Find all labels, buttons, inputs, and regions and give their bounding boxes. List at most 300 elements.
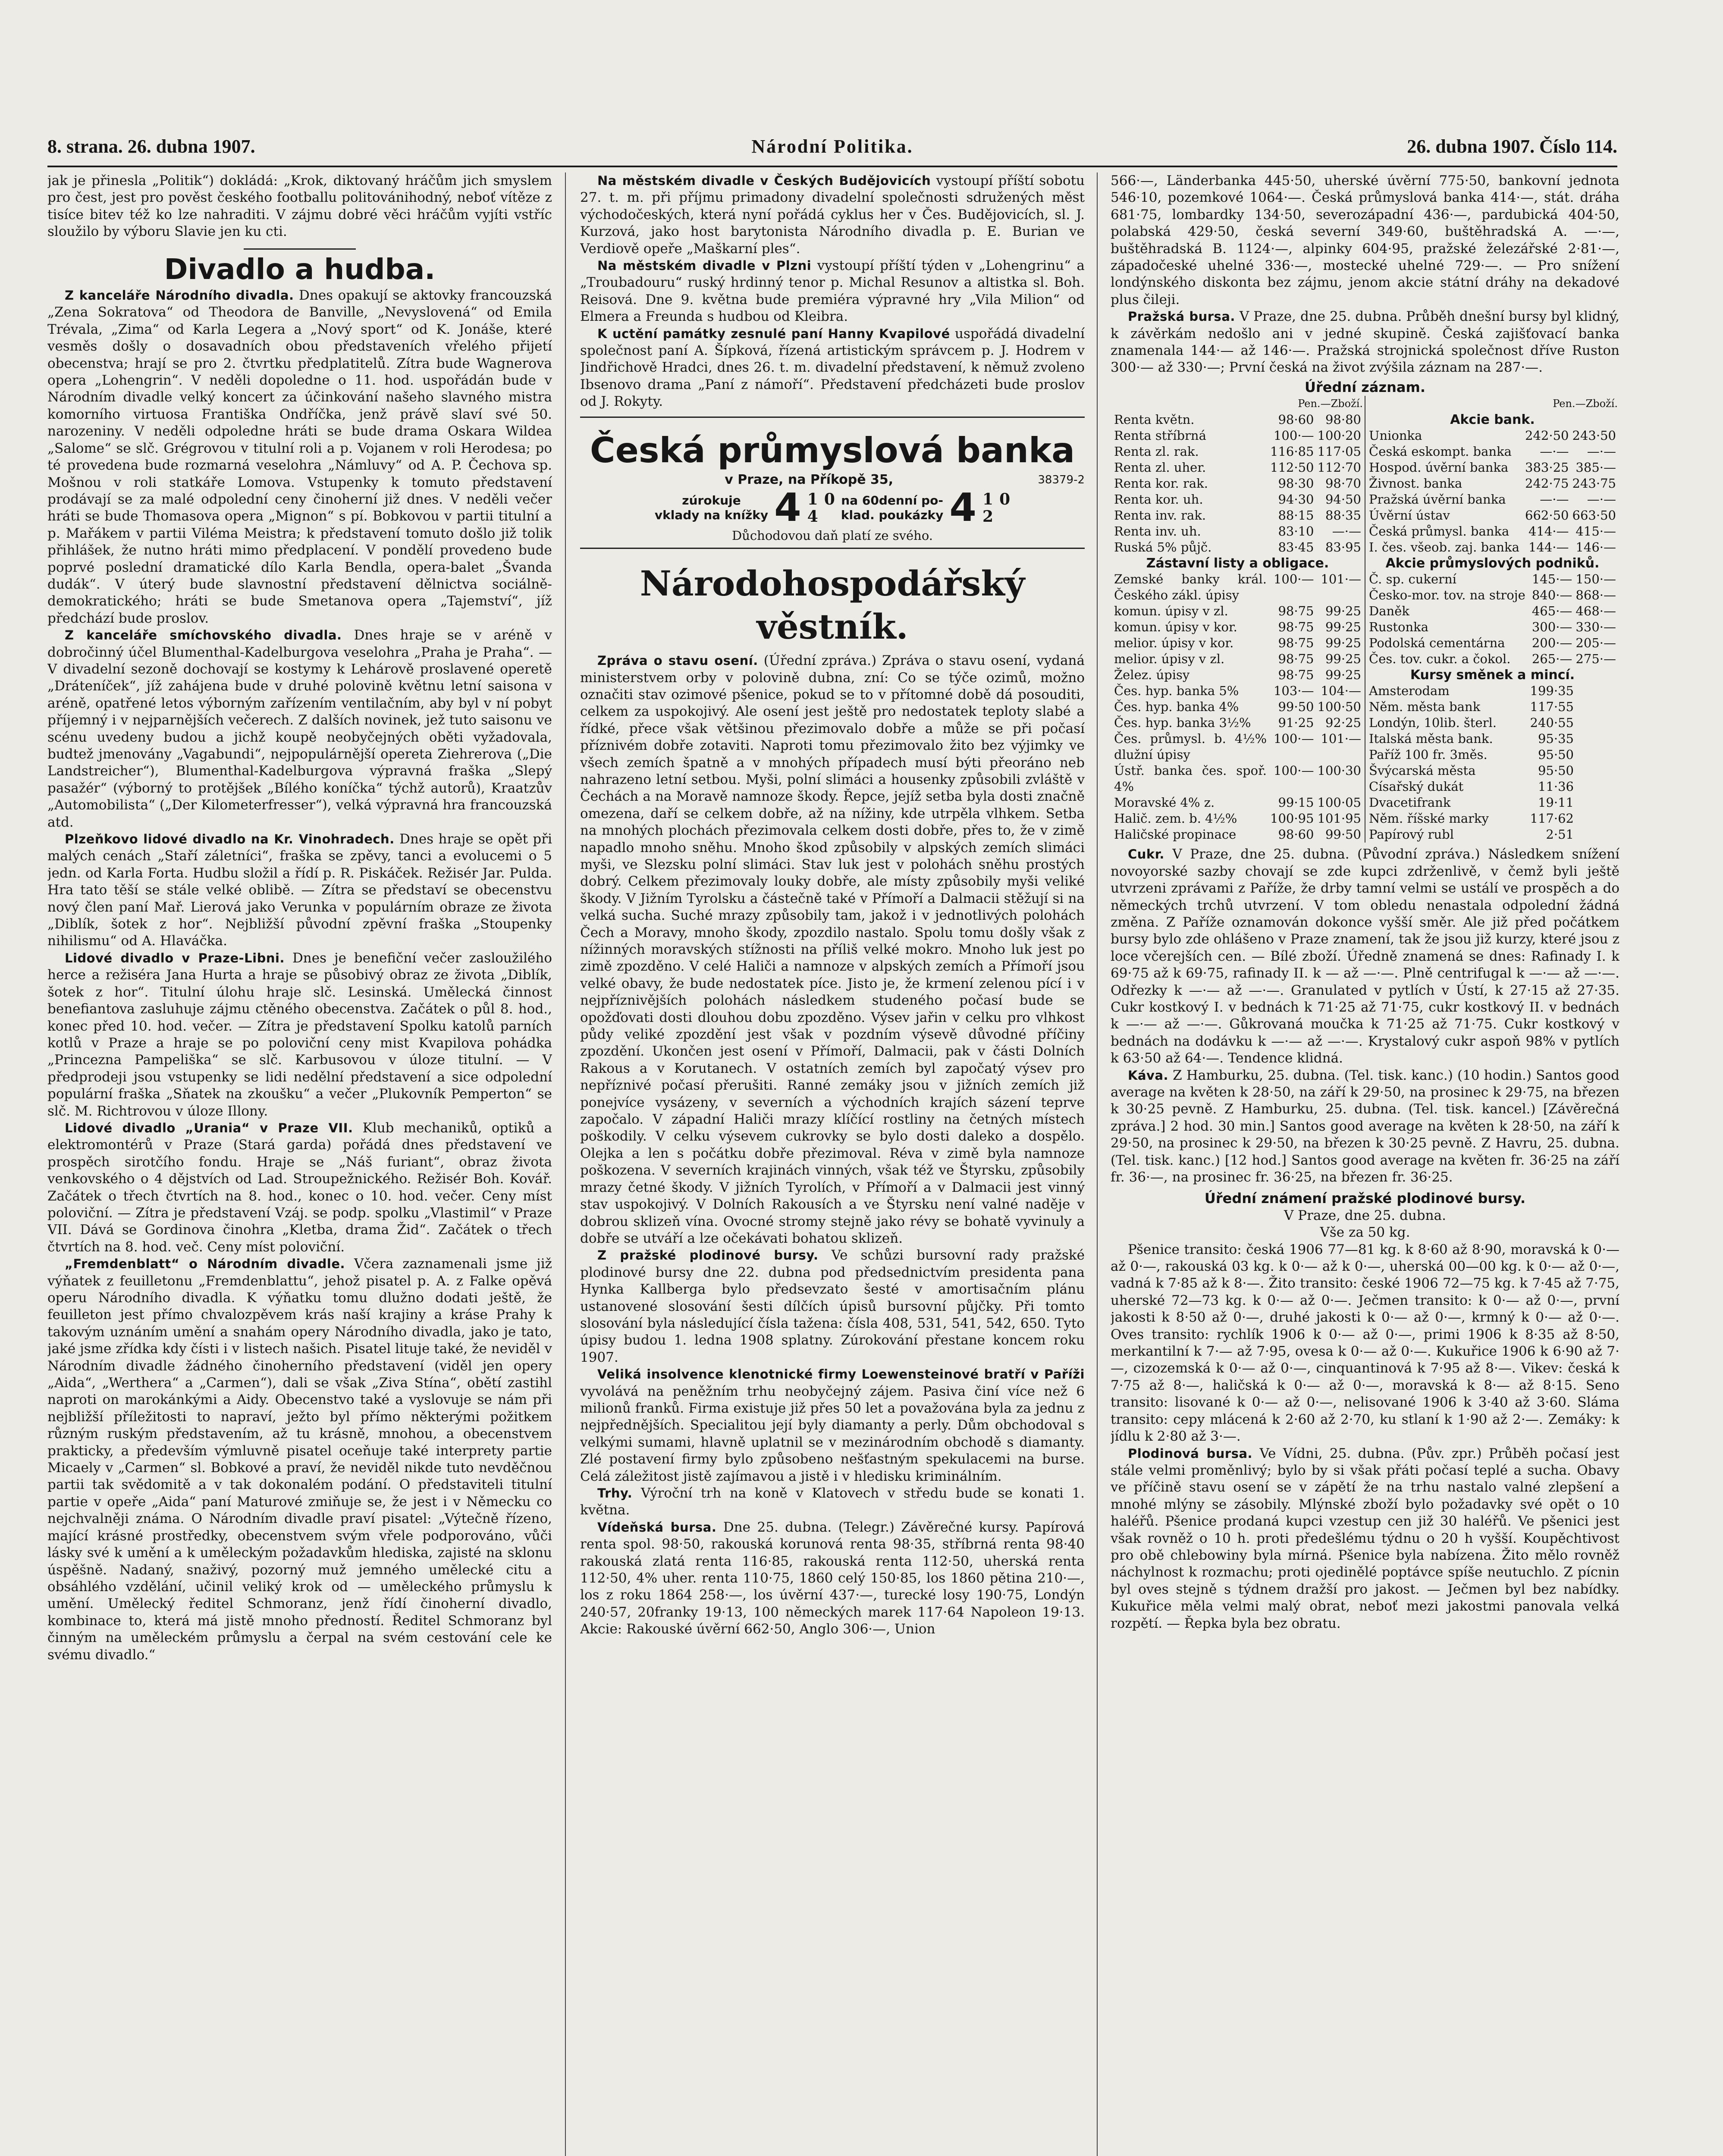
quote-label: Čes. hyp. banka 4%	[1114, 699, 1239, 714]
article-body: vystoupí příští sobotu 27. t. m. při příjmu primadony divadelní společnosti sdružených měst východočeských, která nyní pořádá cyklus her v Čes. Budějovicích, sl. J. Kurzová, jako host barytonista Národního divadla p. E. Burian ve Verdiově opeře „Maškarní ples“.	[580, 173, 1085, 257]
article-lead: Káva.	[1128, 1068, 1169, 1083]
quote-label: Živnost. banka	[1369, 476, 1463, 491]
quotes-right-column	[1365, 396, 1619, 843]
article-liben-theatre	[47, 950, 552, 1120]
quote-value: 101·—	[1321, 731, 1361, 746]
quote-value: 199·35	[1530, 683, 1574, 699]
quote-value: 840·—	[1532, 588, 1572, 603]
header-rule	[47, 166, 1617, 167]
article-kvapilova	[580, 326, 1085, 411]
quote-label: Čes. hyp. banka 3½%	[1114, 715, 1251, 730]
article-vienna-produce	[1111, 1445, 1619, 1632]
quote-label: Paříž 100 fr. 3měs.	[1369, 747, 1488, 762]
quote-label: Renta květn.	[1114, 412, 1195, 427]
bank-rate-left-fraction	[807, 491, 818, 525]
fraction-denominator: 2	[982, 507, 994, 526]
quote-row	[1112, 715, 1363, 731]
article-budejovice	[580, 172, 1085, 257]
article-body: Výroční trh na koně v Klatovech v středu bude se konati 1. května.	[580, 1485, 1085, 1518]
article-vienna-bourse	[580, 1519, 1085, 1638]
quote-row	[1367, 795, 1618, 811]
quote-label: Zemské banky král. Českého zákl. úpisy	[1114, 572, 1267, 603]
quote-label: Amsterodam	[1369, 683, 1450, 699]
quotes-left-table	[1112, 412, 1363, 555]
quote-row	[1367, 635, 1618, 651]
quote-label: Česko-mor. tov. na stroje	[1369, 588, 1525, 603]
quote-value	[1575, 811, 1618, 827]
section-rule	[244, 248, 356, 250]
article-lead: Plodinová bursa.	[1128, 1446, 1253, 1461]
quote-value: 200·—	[1532, 636, 1572, 651]
quote-value	[1575, 731, 1618, 747]
quote-row	[1367, 811, 1618, 827]
article-lead: Plzeňkovo lidové divadlo na Kr. Vinohradech.	[65, 832, 395, 847]
page-header	[47, 129, 1617, 164]
label-line: na 60denní po-	[841, 493, 943, 508]
quote-row	[1367, 476, 1618, 492]
quote-label: Želez. úpisy	[1114, 667, 1190, 683]
quote-value: —·—	[1540, 492, 1569, 507]
article-body: (Úřední zpráva.) Zpráva o stavu osení, vydaná ministerstvem orby v polovině dubna, zní: Co se týče ozimů, možno označiti stav ozimové pšenice, pokud se to v přítomné době dá posouditi, celkem za uspokojivý. Ale osení jest ještě pro nedostatek teploty slabé a řídké, přece však většinou přezimovalo dobře a může se při počasí příznivém dobře zotaviti. Naproti tomu přezimovalo žito bez výjimky ve všech zemích špatně a v mnohých případech musí býti přeoráno neb nahrazeno letní setbou. Myši, polní slimáci a housenky způsobili zvláště v Čechách a na Moravě namnoze škody. Řepce, jejíž setba byla dosti značně omezena, daří se celkem dobře, až na nížiny, kde utrpěla vlhkem. Setba na mnohých plochách přezimovala celkem dosti dobře, přes to, že v zimě napadlo mnoho sněhu. Mnoho škod způsobily v alpských zemích slimáci myši, ve Slezsku polní slimáci. Stav luk jest v polohách sněhu prostých dobrý. Celkem přezimovaly louky dobře, ale místy způsobily myši veliké škody. V Jižním Tyrolsku a částečně také v Přímoří a Dalmacii stěžují si na velká sucha. Suché mrazy způsobily tam, jakož i v jednotlivých polohách Čech a Moravy, mnoho škody, zpozdilo nastalo. Spolu tomu došly však z nížinných moravských stížnosti na příliš velké mokro. Mnoho luk jest po zimě zpozděno. V celé Haliči a namnoze v alpských zemích a Přímoří jsou velké obavy, že bude nedostatek píce. Jisto je, že krmení zelenou pící i v nejpříznivějších polohách následkem studeného počasí bude se opožďovati dosti dlouhou dobu zpozděno. Výsev jařin v celku pro vlhkost půdy veliké zpozdění jest však v pozdním výsevě důvodné příčiny zpozdění. Ukončen jest osení v Přímoří, Dalmacii, pak v části Dolních Rakous a v Korutanech. V ostatních zemích byl započatý výsev pro nepříznivé počasí přerušiti. Ranné zemáky jsou v jižních zemích již ponejvíce vysázeny, v severních a východních krajích sázení teprve započalo. V západní Haliči mrazy klíčící rostliny na četných místech poškodily. V celku výsevem cukrovky se bylo dosti daleko a dospělo. Olejka a len s počátku dobře přezimoval. Réva v zimě byla namnoze poškozena. V severních krajinách vinných, však též ve Štyrsku, způsobily mrazy četné škody. V jižních Tyrolích, v Přímoří a v Dalmacii jest vinný stav uspokojivý. V Dolních Rakousích a ve Štyrsku není valné naděje v dobrou sklizeň vína. Ovocné stromy stejně jako révy se bohatě vyvinuly a dobře se utváří a lze očekávati bohatou sklizeň.	[580, 653, 1085, 1246]
quote-row	[1112, 476, 1363, 492]
quote-row	[1367, 731, 1618, 747]
label-line: vklady na knížky	[654, 508, 769, 522]
quote-label: komun. úpisy v kor.	[1114, 620, 1237, 635]
quote-row	[1367, 492, 1618, 508]
bank-rate-label-left	[655, 493, 768, 523]
quote-row	[1367, 747, 1618, 763]
quote-value: 100·—	[1273, 731, 1314, 746]
quote-value: 117·55	[1530, 699, 1574, 714]
bank-tax-note: Důchodovou daň platí ze svého.	[731, 528, 933, 543]
quote-label: Unionka	[1369, 428, 1422, 443]
article-lead: „Fremdenblatt“ o Národním divadle.	[65, 1257, 345, 1272]
article-lead: Cukr.	[1128, 847, 1164, 862]
quote-row	[1367, 428, 1618, 444]
article-lead: Pražská bursa.	[1128, 309, 1235, 324]
bank-rate-label-mid	[841, 493, 943, 523]
quotes-right-table-3	[1367, 683, 1618, 843]
quote-row	[1112, 539, 1363, 555]
article-lead: Z pražské plodinové bursy.	[597, 1248, 819, 1263]
quote-label: Haličské propinace	[1114, 827, 1237, 842]
quote-value: 414·—	[1528, 524, 1569, 539]
bank-ad-address	[580, 471, 1085, 489]
article-urania-theatre	[47, 1120, 552, 1256]
article-body: V Praze, dne 25. dubna. Průběh dnešní bursy byl klidný, k závěrkám nedošlo ani v jedné skupině. Česká zajišťovací banka znamenala 144·— až 146·—. Pražská strojnická společnost dříve Ruston 300·— až 330·—; První česká na život zvýšila záznam na 287·—.	[1111, 309, 1619, 376]
quote-value: 99·15	[1278, 795, 1314, 810]
quote-value: 100·30	[1317, 763, 1361, 778]
quote-value: 415·—	[1575, 524, 1616, 539]
quote-value: 468·—	[1575, 604, 1616, 619]
quote-label: Renta inv. rak.	[1114, 508, 1206, 523]
column-1	[47, 172, 552, 2156]
quote-value: 663·50	[1572, 508, 1616, 523]
quote-row	[1367, 539, 1618, 555]
bank-rate-left-fraction-2	[824, 491, 835, 525]
quote-value: 99·25	[1325, 652, 1361, 667]
quote-label: Renta inv. uh.	[1114, 524, 1201, 539]
article-smichov-theatre	[47, 627, 552, 831]
quote-value: 465·—	[1532, 604, 1572, 619]
quote-row	[1367, 523, 1618, 539]
quote-label: Moravské 4% z.	[1114, 795, 1215, 810]
quote-row	[1367, 508, 1618, 523]
quotes-subhead-banks: Akcie bank.	[1450, 412, 1535, 428]
quote-value: 99·25	[1325, 604, 1361, 619]
quote-row	[1112, 763, 1363, 795]
quote-value: 98·70	[1325, 476, 1361, 491]
article-lead: Z kanceláře Národního divadla.	[65, 288, 294, 303]
quote-value: 243·75	[1572, 476, 1616, 491]
article-lead: Trhy.	[597, 1486, 633, 1501]
article-lead: Z kanceláře smíchovského divadla.	[65, 628, 342, 643]
quote-value: 100·—	[1273, 763, 1314, 778]
quote-value: 243·50	[1572, 428, 1616, 443]
bank-rate-right: 4	[949, 485, 976, 530]
article-body: Dnes je benefiční večer zasloužilého herce a režiséra Jana Hurta a hraje se působivý obraz ze života „Diblík, šotek z hor“. Titulní úlohu hraje slč. Lesinská. Umělecká činnost benefiantova zasluhuje zájmu ctěného obecenstva. Začátek o půl 8. hod., konec před 10. hod. večer. — Zítra je představení Spolku katolů parních kotlů v Praze a hraje se po poloviční ceny mist Kvapilova pohádka „Princezna Pampeliška“ se slč. Karbusovou v úloze titulní. — V předprodeji jsou vstupenky se lidi nedělní představení a sice odpolední populární fraška „Sňatek na zkoušku“ a večer „Plukovník Pemperton“ se slč. M. Richtrovou v úloze Illony.	[47, 950, 552, 1119]
quote-value: 104·—	[1321, 683, 1361, 699]
quote-row	[1112, 523, 1363, 539]
article-body: Dnes hraje se v aréně v dobročinný účel Blumenthal-Kadelburgova veselohra „Praha je Praha“. — V divadelní sezoně dochovají se kostymy k Lehárově proslavené operetě „Dráteníček“, jíž zahájena bude v druhé polovině květnu letní saisona v aréně, opatřené letos výborným zařízením ventilačním, aby byl v ní pobyt příjemný i v nejparnějších večerech. Z dalších novinek, jež tuto saisonu ve scénu uvedeny budou a jichž koupě neobyčejných oběti vyžadovala, budtež jmenovány „Vagabundi“, nejpopulárnější opereta Ziehrerova („Die Landstreicher“), Blumenthal-Kadelburgova výpravná fraška „Slepý pasažér“ (výborný to protějšek „Bílého koníčka“ týchž autorů), Kraatzův „Automobilista“ („Der Kilometerfresser“), velká výpravná hra francouzská atd.	[47, 627, 552, 830]
quote-row	[1367, 651, 1618, 667]
quote-value: 2·51	[1546, 827, 1574, 842]
article-body: Včera zaznamenali jsme již výňatek z feuilletonu „Fremdenblattu“, jehož pisatel p. A. z Falke opěvá operu Národního divadla. K výňatku tomu dlužno dodati ještě, že feuilleton jest přímo chvalozpěvem krás naší krajiny a kráse Prahy k takovým uznáním umění a snahám opery Národního divadla, jako je tato, jaké jsme zřídka kdy čísti i v listech našich. Pisatel lituje také, že neviděl v Národním divadle žádného činoherního představení (viděl jen opery „Aida“, „Werthera“ a „Carmen“), dali se však „Ziva Stína“, obětí zastihl naproti on marokánkými a Aidy. Obecenstvo také a vyslovuje se nám při nejbližší příležitosti to napraví, ježto byl přímo některými požitkem různým ruským představením, až tu krásně, mnohou, a obecenstvem prakticky, a především výmluvně pisatel oceňuje také interprety partie Micaely v „Carmen“ sl. Bobkové a praví, že neviděl nikde tuto nevděčnou partii tak svědomitě a v tak dokonalém podání. O představiteli titulní partie v opeře „Aida“ paní Maturové zmiňuje se, že jest i v Německu co nejchvalněji známa. O Národním divadle praví pisatel: „Výtečně řízeno, mající krásné prostředky, obecenstvem svým vřele podporováno, vůči lásky své k umění a k uměleckým požadavkům hlediska, zajisté na sklonu úspěšně. Nadaný, snaživý, pozorný muž jemného umělecké citu a obsáhlého vzdělání, učinil veliký krok od — uměleckého průmyslu k umění. Umělecký ředitel Schmoranz, jenž řídí činoherní divadlo, kombinace to, která má jistě mnoho předností. Ředitel Schmoranz byl činným na uměleckém průmyslu a čerpal na svém cestování cele ke svému divadlo.“	[47, 1256, 552, 1663]
quote-value	[1575, 683, 1618, 699]
quote-row	[1112, 683, 1363, 699]
article-lead: Veliká insolvence klenotnické firmy Loewensteinové bratří v Paříži	[597, 1367, 1085, 1382]
column-divider-1	[565, 172, 566, 2156]
article-body: Klub mechaniků, optiků a elektromontérů v Praze (Stará garda) pořádá dnes představení ve prospěch sirotčího fondu. Hraje se „Náš furiant“, obraz života venkovského o 4 dějstvích od Lad. Stroupežnického. Režisér Boh. Kovář. Začátek o třech čtvrtích na 8. hod., konec o 10. hod. večer. Ceny míst poloviční. — Zítra je představení Vzáj. se podp. spolku „Vlastimil“ v Praze VII. Dává se Gordinova činohra „Kletba, drama Žid“. Začátek o třech čtvrtích na 8. hod. več. Ceny míst poloviční.	[47, 1120, 552, 1255]
quote-label: Renta stříbrná	[1114, 428, 1206, 443]
article-vinohrady-theatre	[47, 831, 552, 950]
quote-label: Něm. města bank	[1369, 699, 1481, 714]
label-line: klad. poukázky	[841, 508, 944, 522]
quote-value: 300·—	[1532, 620, 1572, 635]
quote-value: 83·10	[1278, 524, 1314, 539]
section-heading-economy: Národohospodářský věstník.	[640, 563, 1025, 647]
quote-value: 117·05	[1317, 444, 1361, 459]
quotes-right-table	[1367, 428, 1618, 555]
quote-value: 116·85	[1270, 444, 1314, 459]
quote-value: 100·95	[1270, 811, 1314, 826]
quote-value: 385·—	[1575, 460, 1616, 475]
article-fremdenblatt	[47, 1256, 552, 1664]
quote-value: 88·35	[1325, 508, 1361, 523]
quote-value: —·—	[1540, 444, 1569, 459]
quote-label: Č. sp. cukerní	[1369, 572, 1456, 587]
quote-label: komun. úpisy v zl.	[1114, 604, 1228, 619]
quote-value: 95·35	[1538, 731, 1574, 746]
fraction-zero: 0	[824, 490, 835, 508]
quote-value	[1575, 715, 1618, 731]
quote-value: —·—	[1332, 524, 1361, 539]
quote-label: Česká průmysl. banka	[1369, 524, 1510, 539]
quote-value: 11·36	[1538, 779, 1574, 794]
article-body: Dne 25. dubna. (Telegr.) Závěrečné kursy. Papírová renta spol. 98·50, rakouská korunová renta 98·35, stříbrná renta 98·40 rakouská zlatá renta 116·85, rakouská renta 112·50, uherská renta 112·50, 4% uher. renta 110·75, 1860 celý 150·85, los 1860 pětina 210·—, los z roku 1864 258·—, los úvěrní 437·—, turecké losy 190·75, Londýn 240·57, 20franky 19·13, 100 německých marek 117·64 Napoleon 19·13. Akcie: Rakouské úvěrní 662·50, Anglo 306·—, Union	[580, 1519, 1085, 1637]
quotes-subhead-exchange: Kursy směnek a mincí.	[1410, 667, 1575, 683]
quotes-right-table-2	[1367, 571, 1618, 667]
bank-code: 38379-2	[1038, 473, 1085, 486]
quote-value: —·—	[1587, 444, 1616, 459]
quote-row	[1112, 795, 1363, 811]
quote-value: 275·—	[1575, 652, 1616, 667]
quote-value: 265·—	[1532, 652, 1572, 667]
fraction-numerator: 1	[807, 490, 818, 508]
quote-value: 112·70	[1317, 460, 1361, 475]
article-lead: Zpráva o stavu osení.	[597, 653, 758, 668]
article-produce-prices: Pšenice transito: česká 1906 77—81 kg. k 8·60 až 8·90, moravská k 0·— až 0·—, rakouská 03 kg. k 0·— až k 0·—, uherská 00—00 kg. k 0·— až 0·—, vadná k 7·85 až k 8·—. Žito transito: české 1906 72—75 kg. k 7·45 až 7·75, uherské 72—73 kg. k 0·— až 0·—. Ječmen transito: k 0·— až 0·—, první jakosti k 8·50 až 0·—, druhé jakosti k 0·— až 0·—, krmný k 0·— až 0·—. Oves transito: rychlík 1906 k 0·— až 0·—, primi 1906 k 8·35 až 8·50, merkantilní k 7·— až 7·95, ovesa k 0·— až 0·—. Kukuřice 1906 k 6·90 až 7·—, cizozemská k 0·— až 0·—, cinquantinová k 7·95 až 8·—. Vikev: česká k 7·75 až 8·—, haličská k 0·— až 0·—, moravská k 8·— až 8·15. Seno transito: lisované k 0·— až 0·—, nelisované 1906 k 3·40 až 3·60. Sláma transito: cepy mlácená k 2·60 až 2·70, ku stlaní k 1·90 až 2·—. Zemáky: k jídlu k 2·80 až 3·—.	[1111, 1241, 1619, 1445]
produce-unit: Vše za 50 kg.	[1320, 1225, 1410, 1241]
quote-label: Londýn, 10lib. šterl.	[1369, 715, 1497, 730]
quote-value: 98·75	[1278, 652, 1314, 667]
column-divider-2	[1097, 172, 1098, 2156]
quote-label: Daněk	[1369, 604, 1409, 619]
quote-value: 88·15	[1278, 508, 1314, 523]
article-prague-bourse	[1111, 308, 1619, 376]
label-line: zúrokuje	[682, 493, 741, 508]
quote-label: Hospod. úvěrní banka	[1369, 460, 1509, 475]
quote-value: 98·75	[1278, 620, 1314, 635]
quote-value: 91·25	[1278, 715, 1314, 730]
quote-label: Renta zl. rak.	[1114, 444, 1199, 459]
quote-row	[1367, 699, 1618, 715]
bank-rate-right-fraction-2	[999, 491, 1010, 525]
quote-row	[1112, 635, 1363, 651]
quote-value: 103·—	[1273, 683, 1314, 699]
quote-label: melior. úpisy v zl.	[1114, 652, 1225, 667]
article-body: Ve schůzi bursovní rady pražské plodinové bursy dne 22. dubna pod předsednictvím presidenta pana Hynka Kallberga bylo předsevzato šesté v amortisačním plánu ustanovené slosování šesti dílčích úpisů bursovní půjčky. Při tomto slosování byla následující čísla tažena: čísla 408, 531, 541, 542, 650. Tyto úpisy budou 1. ledna 1908 splatny. Zúrokování přestane koncem roku 1907.	[580, 1247, 1085, 1365]
quote-value: 99·50	[1278, 699, 1314, 714]
quote-value: 98·75	[1278, 667, 1314, 683]
article-crop-report	[580, 652, 1085, 1247]
quote-row	[1367, 571, 1618, 587]
quote-row	[1367, 619, 1618, 635]
quote-label: Papírový rubl	[1369, 827, 1454, 842]
quote-value: 100·05	[1317, 795, 1361, 810]
quote-value: 98·60	[1278, 412, 1314, 427]
quote-row	[1367, 683, 1618, 699]
article-plzen	[580, 257, 1085, 326]
quote-value: 100·—	[1273, 572, 1314, 587]
quote-row	[1367, 763, 1618, 779]
quote-value: 98·75	[1278, 636, 1314, 651]
bank-rate-right-fraction	[982, 491, 993, 525]
quote-value	[1575, 699, 1618, 715]
article-body: vyvolává na peněžním trhu neobyčejný zájem. Pasiva činí více než 6 milionů franků. Firma existuje již přes 50 let a považována byla za jednu z nejpřednějších. Specialitou její byly diamanty a perly. Dům obchodoval s velkými sumami, hlavně uplatnil se v mezinárodním obchodě s diamanty. Zlé postavení firmy bylo způsobeno nešťastným spekulacemi na burse. Celá záležitost jistě zajímavou a jistě i v hledisku kriminálním.	[580, 1383, 1085, 1484]
quote-label: Rustonka	[1369, 620, 1429, 635]
quote-row	[1112, 827, 1363, 843]
quote-value: 92·25	[1325, 715, 1361, 730]
quotes-table-title: Úřední záznam.	[1305, 379, 1425, 395]
quote-value: 99·50	[1325, 827, 1361, 842]
article-insolvency	[580, 1366, 1085, 1485]
column-2	[580, 172, 1085, 2156]
quote-value: 98·75	[1278, 604, 1314, 619]
quote-label: Renta zl. uher.	[1114, 460, 1206, 475]
quote-label: Podolská cementárna	[1369, 636, 1505, 651]
quote-row	[1112, 428, 1363, 444]
quote-row	[1367, 827, 1618, 843]
quote-value: 94·50	[1325, 492, 1361, 507]
quote-label: melior. úpisy v kor.	[1114, 636, 1234, 651]
quote-value: 117·62	[1530, 811, 1574, 826]
article-lead: K uctění památky zesnulé paní Hanny Kvapilové	[597, 326, 950, 341]
quote-label: I. čes. všeob. zaj. banka	[1369, 540, 1519, 555]
article-body: Dnes opakují se aktovky francouzská „Zena Sokratova“ od Theodora de Banville, „Nevyslovená“ od Emila Trévala, „Zima“ od Karla Legera a „Nový sport“ od K. Jonáše, které vesměs došly o dosavadních obou představeních vřelého přijetí obecenstva; hrají se pro 2. čtvrtku předplatitelů. Zítra bude Wagnerova opera „Lohengrin“. V neděli dopoledne o 11. hod. uspořádán bude v Národním divadle velký koncert za účinkování našeho slavného mistra komorního virtuosa Františka Ondříčka, jenž právě slaví své 50. narozeniny. V neděli odpoledne hráti se bude drama Oskara Wildea „Salome“ se slč. Grégrovou v titulní roli a p. Vojanem v roli Herodesa; po té provedena bude rozmarná veselohra „Námluvy“ od A. P. Čechova sp. Mošnou v roli statkáře Lomova. Vstupenky k tomuto představení prodávají se za malé odpolední ceny činoherní již dnes. V neděli večer hráti se bude Thomasova opera „Mignon“ s pí. Bobkovou v partii titulní a p. Mařákem v partii Viléma Meistra; k představení tomuto došlo již tolik přihlášek, že nutno hráti mimo předplacení. V pondělí provedeno bude poprvé poslední dramatické dílo Karla Bendla, opera-balet „Švanda dudák“. V úterý bude slavnostní představení dělnictva sociálně-demokratického; hráti se bude Smetanova opera „Tajemství“, jíž předchází bude proslov.	[47, 288, 552, 626]
quotes-subhead-obligations: Zástavní listy a obligace.	[1146, 556, 1329, 571]
quote-value: 95·50	[1538, 763, 1574, 778]
quotes-left-table-2	[1112, 571, 1363, 843]
quote-value: 383·25	[1525, 460, 1569, 475]
quote-row	[1367, 779, 1618, 795]
fraction-zero: 0	[999, 490, 1011, 508]
quote-label: Úvěrní ústav	[1369, 508, 1450, 523]
quote-row	[1112, 571, 1363, 603]
article-body: uspořádá divadelní společnost paní A. Šípková, řízená artistickým správcem p. J. Hodrem v Jindřichově Hradci, dnes 26. t. m. divadelní představení, k němuž zvoleno Ibsenovo drama „Paní z námoří“. Představení předcházeti bude proslov od J. Rokyty.	[580, 326, 1085, 410]
quote-value	[1575, 827, 1618, 843]
article-coffee	[1111, 1067, 1619, 1186]
produce-quotes-title: Úřední známení pražské plodinové bursy.	[1204, 1190, 1526, 1207]
quote-label: Švýcarská města	[1369, 763, 1476, 778]
quote-value: 99·25	[1325, 620, 1361, 635]
quote-row	[1112, 412, 1363, 428]
quote-row	[1112, 811, 1363, 827]
quote-value: 101·95	[1317, 811, 1361, 826]
quote-value: 83·95	[1325, 540, 1361, 555]
quote-value: 662·50	[1525, 508, 1569, 523]
quote-value: 242·50	[1525, 428, 1569, 443]
column3-intro: 566·—, Länderbanka 445·50, uherské úvěrní 775·50, bankovní jednota 546·10, pozemkové 1064·—. Česká průmyslová banka 414·—, stát. dráha 681·75, lombardky 134·50, severozápadní 436·—, pardubická 404·50, polabská 429·50, česká severní 349·60, buštěhradská A. —·—, buštěhradská B. 1124·—, alpinky 604·95, pražské železářské 2·81·—, západočeské uhelné 336·—, mostecké uhelné 729·—. — Pro snížení londýnského diskonta bez zájmu, jenom akcie státní dráhy na dekadové plus čileji.	[1111, 173, 1619, 307]
quote-label: Pražská úvěrní banka	[1369, 492, 1506, 507]
quote-row	[1367, 603, 1618, 619]
quote-row	[1112, 492, 1363, 508]
quote-value: 94·30	[1278, 492, 1314, 507]
quote-value: 205·—	[1575, 636, 1616, 651]
bank-advertisement	[580, 417, 1085, 549]
quote-row	[1112, 667, 1363, 683]
quote-label: Halič. zem. b. 4½%	[1114, 811, 1237, 826]
quote-label: Čes. průmysl. b. 4½% dlužní úpisy	[1114, 731, 1267, 762]
article-sugar	[1111, 846, 1619, 1067]
quote-value	[1575, 747, 1618, 763]
quote-value: 100·50	[1317, 699, 1361, 714]
quote-label: Česká eskompt. banka	[1369, 444, 1512, 459]
article-markets	[580, 1485, 1085, 1519]
quote-row	[1367, 444, 1618, 460]
article-body: Z Hamburku, 25. dubna. (Tel. tisk. kanc.) (10 hodin.) Santos good average na květen k 28·50, na září k 29·50, na prosinec k 29·75, na březen k 30·25 pevně. Z Hamburku, 25. dubna. (Tel. tisk. kancel.) [Závěrečná zpráva.] 2 hod. 30 min.] Santos good average na květen k 28·50, na září k 29·50, na prosinec k 29·50, na březen k 30·25 pevně. Z Havru, 25. dubna. (Tel. tisk. kanc.) [12 hod.] Santos good average na květen fr. 36·25 na září fr. 36·—, na prosinec fr. 36·25, na březen fr. 36·25.	[1111, 1067, 1619, 1185]
article-body: V Praze, dne 25. dubna. (Původní zpráva.) Následkem snížení novoyorské sazby chovají se zde kupci zdrženlivě, v čemž byli ještě utvrzeni zprávami z Paříže, že drby tamní velmi se ustálí ve prospěch a do německých trchů utvrzení. V tom obledu nenastala odpolední žádná změna. Z Paříže oznamován dokonce vyšší směr. Ale již před počátkem bursy bylo zde ohlášeno v Praze znamení, tak že jsou již kurzy, které jsou z loce včerejších cen. — Bílé zboží. Úředně znamená se dnes: Rafinady I. k 69·75 až k 69·75, rafinady II. k — až —·—. Plně centrifugal k —·— až —·—. Odřezky k —·— až —·—. Granulated v pytlích v Ústí, k 27·15 až 27·35. Cukr kostkový I. v bednách k 71·25 až 71·75, cukr kostkový II. v bednách k —·— až —·—. Gůkrovaná moučka k 71·25 až 71·75. Cukr kostkový v bednách na dodávku k —·— až —·—. Krystalový cukr aspoň 98% v pytlích k 63·50 až 64·—. Tendence klidná.	[1111, 846, 1619, 1066]
quote-row	[1112, 508, 1363, 523]
article-body: Dnes hraje se opět při malých cenách „Staří záletníci“, fraška se zpěvy, tanci a evolucemi o 5 jedn. od Karla Forta. Hudbu složil a řídí p. R. Piskáček. Režisér Jar. Pulda. Hra tato těší se stále velké oblibě. — Zítra se představí se obecenstvu nový člen paní Mař. Lierová jako Verunka v populárním obraze ze života „Diblík, šotek z hor“. Nejbližší původní zpěvní fraška „Stoupenky nihilismu“ od A. Hlaváčka.	[47, 831, 552, 949]
header-issue: 26. dubna 1907. Číslo 114.	[1407, 136, 1617, 157]
section-heading-theatre: Divadlo a hudba.	[164, 252, 436, 286]
quote-row	[1112, 603, 1363, 619]
quotes-table	[1111, 396, 1619, 843]
header-page-date: 8. strana. 26. dubna 1907.	[47, 136, 255, 157]
fraction-denominator: 4	[807, 507, 818, 526]
header-title: Národní Politika.	[751, 136, 913, 157]
bank-address: v Praze, na Příkopě 35,	[725, 472, 894, 487]
produce-dateline: V Praze, dne 25. dubna.	[1284, 1207, 1446, 1223]
quote-label: Dvacetifrank	[1369, 795, 1451, 810]
article-lead: Vídeňská bursa.	[597, 1520, 717, 1535]
bank-rate-left: 4	[774, 485, 801, 530]
quotes-col-header: Pen.—Zboží.	[1298, 398, 1363, 410]
quote-value: —·—	[1587, 492, 1616, 507]
quote-value: 240·55	[1530, 715, 1574, 730]
quote-value: 112·50	[1270, 460, 1314, 475]
quote-value: 100·20	[1317, 428, 1361, 443]
quote-value: 146·—	[1575, 540, 1616, 555]
quotes-col-header-right: Pen.—Zboží.	[1553, 398, 1618, 410]
quote-value: 98·30	[1278, 476, 1314, 491]
quote-value: 100·—	[1273, 428, 1314, 443]
quote-label: Čes. hyp. banka 5%	[1114, 683, 1239, 699]
article-body: vystoupí příští týden v „Lohengrinu“ a „Troubadouru“ ruský hrdinný tenor p. Michal Resunov a altistka sl. Boh. Reisová. Dne 9. května bude premiéra výpravné hry „Vila Milion“ od Elmera a Freunda s hudbou od Kleibra.	[580, 258, 1085, 325]
quote-row	[1367, 715, 1618, 731]
quote-row	[1112, 699, 1363, 715]
quote-value: 95·50	[1538, 747, 1574, 762]
quote-label: Ústř. banka čes. spoř. 4%	[1114, 763, 1267, 794]
quote-label: Čes. tov. cukr. a čokol.	[1369, 652, 1511, 667]
quote-value	[1575, 795, 1618, 811]
article-lead: Na městském divadle v Plzni	[597, 258, 812, 273]
quote-value: 83·45	[1278, 540, 1314, 555]
quotes-left-column	[1111, 396, 1365, 843]
bank-ad-title: Česká průmyslová banka	[590, 430, 1075, 470]
quote-row	[1112, 651, 1363, 667]
quote-row	[1112, 731, 1363, 763]
article-lead: Lidové divadlo v Praze-Libni.	[65, 950, 285, 965]
quote-value	[1575, 763, 1618, 779]
quote-value: 330·—	[1575, 620, 1616, 635]
quote-value: 19·11	[1538, 795, 1574, 810]
quote-value: 98·60	[1278, 827, 1314, 842]
quote-label: Renta kor. uh.	[1114, 492, 1203, 507]
quote-value: 98·80	[1325, 412, 1361, 427]
quote-value: 150·—	[1575, 572, 1616, 587]
quotes-subhead-industry: Akcie průmyslových podniků.	[1385, 556, 1600, 571]
fraction-numerator: 1	[982, 490, 994, 508]
quote-value	[1575, 779, 1618, 795]
article-lead: Na městském divadle v Českých Budějovicích	[597, 173, 931, 188]
quote-row	[1112, 444, 1363, 460]
quote-value: 242·75	[1525, 476, 1569, 491]
quote-value: 144·—	[1528, 540, 1569, 555]
quote-label: Něm. říšské marky	[1369, 811, 1489, 826]
article-body: Ve Vídni, 25. dubna. (Pův. zpr.) Průběh počasí jest stále velmi proměnlivý; bylo by si však přáti počasí teplé a sucha. Obavy ve příčině stavu osení se v zápětí že na trhu nastalo valné zlepšení a mnohé mlýny se zásobily. Mlýnské zboží bylo požadavky své opět o 10 haléřů. Pšenice prodaná kupci vzestup cen již 30 haléřů. Ve pšenici jest však rovněž o 10 h. proti předešlému týdnu o 20 h vyšší. Koupěchtivost pro obě chlebowiny byla mírná. Pšenice byla nabízena. Žito mělo rovněž náchylnost k rozmachu; proti ojedinělé poptávce spíše neutuchlo. Z pícnin byl oves stejně s týdnem dražší pro jakost. — Ječmen byl bez nabídky. Kukuřice měla velmi malý obrat, neboť mezi jakostmi panovala velká rozpětí. — Řepka byla bez obratu.	[1111, 1445, 1619, 1631]
quote-value: 99·25	[1325, 636, 1361, 651]
article-lead: Lidové divadlo „Urania“ v Praze VII.	[65, 1120, 353, 1135]
quote-value: 145·—	[1532, 572, 1572, 587]
quote-label: Italská města bank.	[1369, 731, 1493, 746]
quote-row	[1112, 619, 1363, 635]
quote-value: 101·—	[1321, 572, 1361, 587]
quote-value: 99·25	[1325, 667, 1361, 683]
quote-value: 868·—	[1575, 588, 1616, 603]
quote-row	[1112, 460, 1363, 476]
article-produce-exchange	[580, 1247, 1085, 1366]
bank-rates	[580, 485, 1085, 530]
quote-row	[1367, 587, 1618, 603]
column-3	[1111, 172, 1619, 2156]
quote-label: Císařský dukát	[1369, 779, 1464, 794]
column1-intro: jak je přinesla „Politik“) dokládá: „Krok, diktovaný hráčům jich smyslem pro čest, jest pro pověst českého footballu politovánihodný, neboť vítěze z tisíce bitev též ko lze nahraditi. V zájmu dobré věci hráčům vyjíti vstříc sloužilo by výboru Slavie jen ku cti.	[47, 173, 552, 240]
quote-label: Ruská 5% půjč.	[1114, 540, 1212, 555]
article-national-theatre	[47, 287, 552, 627]
quote-row	[1367, 460, 1618, 476]
